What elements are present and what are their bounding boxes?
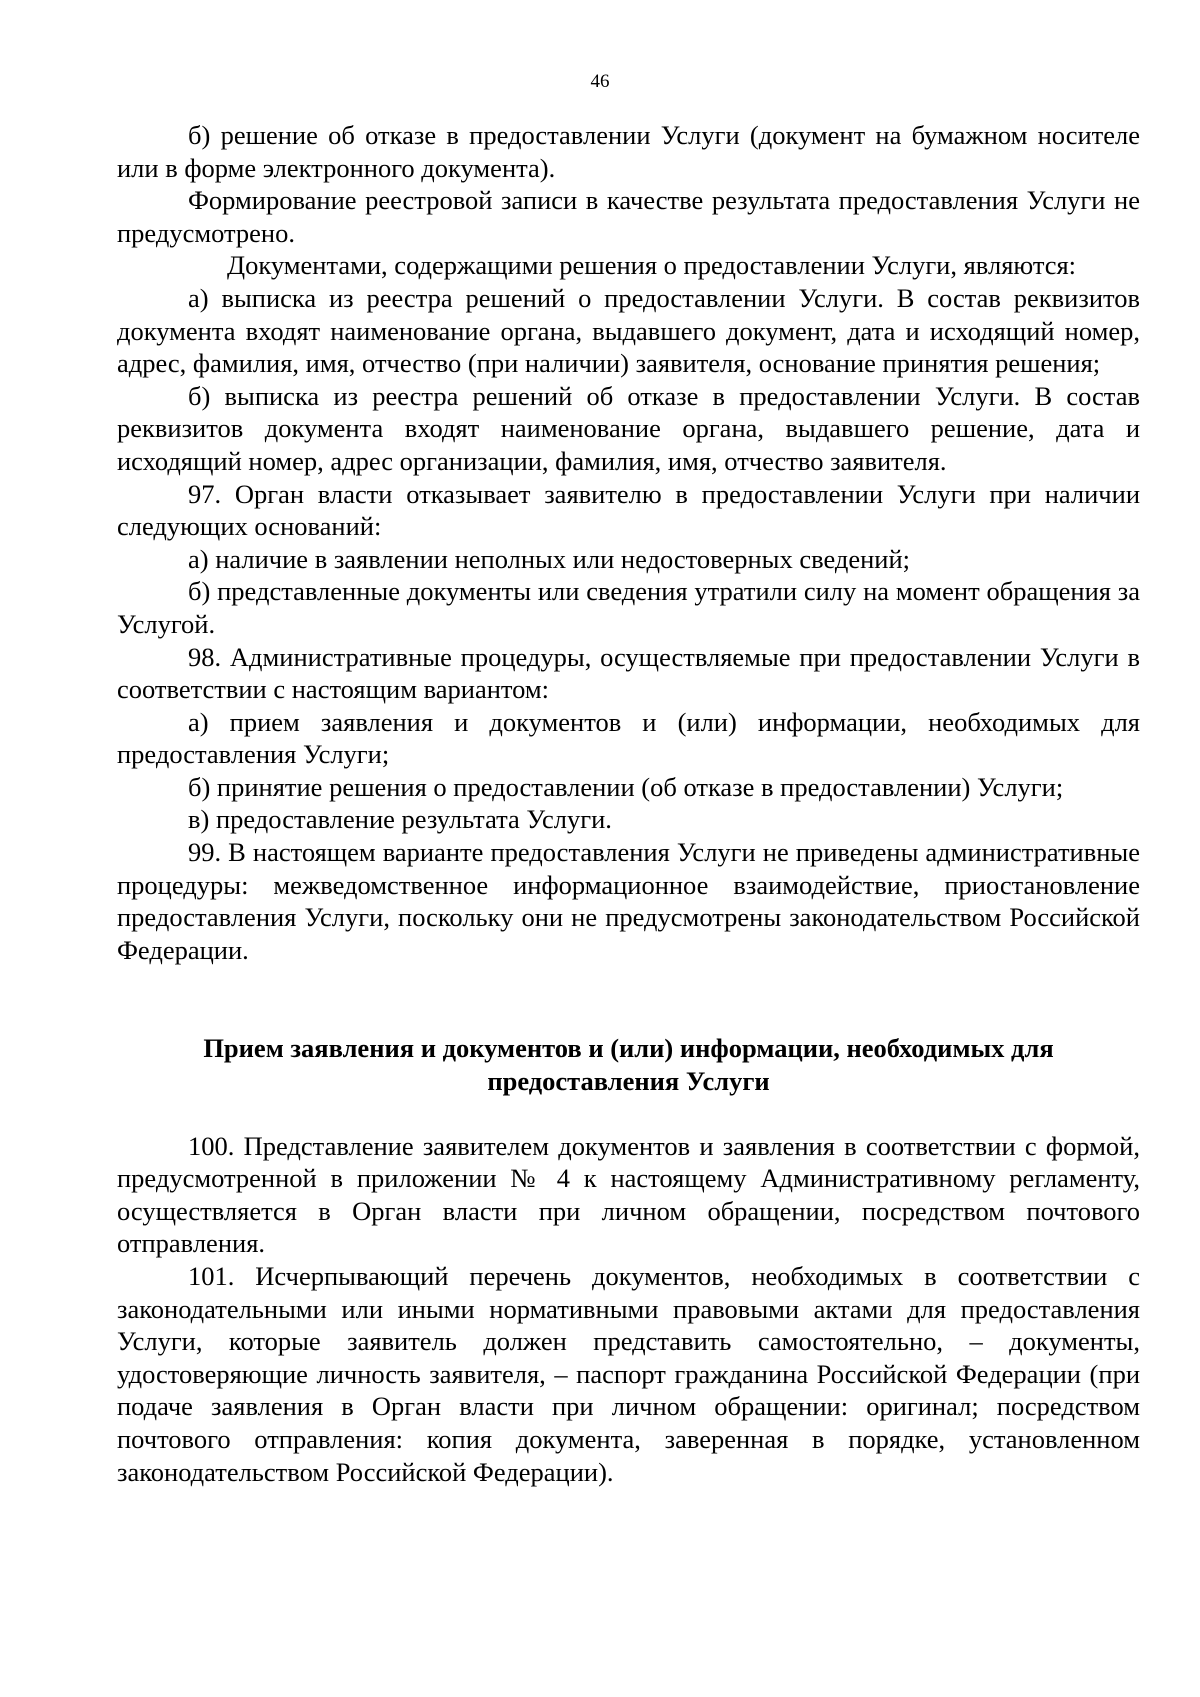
paragraph-98-c: в) предоставление результата Услуги.	[188, 804, 612, 835]
paragraph-documents-intro: Документами, содержащими решения о предоставлении Услуги, являются:	[227, 250, 1077, 281]
paragraph-98-b: б) принятие решения о предоставлении (об отказе в предоставлении) Услуги;	[188, 771, 1064, 802]
paragraph-101: 101. Исчерпывающий перечень документов, необходимых в соответствии с законодательными или иными нормативными правовыми актами для предоставления Услуги, которые заявитель должен представить самостоятельно, – документы, удостоверяющие личность заявителя, – паспорт гражданина Российской Федерации (при подаче заявления в Орган власти при личном обращении: оригинал; посредством почтового отправления: копия документа, заверенная в порядке, установленном законодательством Российской Федерации).	[117, 1261, 1140, 1487]
heading-spacer	[117, 1098, 1140, 1130]
section-heading: Прием заявления и документов и (или) информации, необходимых для предоставления Услуги	[203, 1033, 1054, 1097]
paragraph-98-a: а) прием заявления и документов и (или) информации, необходимых для предоставления Услуги;	[117, 706, 1140, 770]
paragraph-100: 100. Представление заявителем документов и заявления в соответствии с формой, предусмотренной в приложении № 4 к настоящему Административному регламенту, осуществляется в Орган власти при личном обращении, посредством почтового отправления.	[117, 1130, 1140, 1259]
document-body	[117, 119, 1140, 1488]
paragraph-97: 97. Орган власти отказывает заявителю в предоставлении Услуги при наличии следующих оснований:	[117, 478, 1140, 542]
paragraph-extract-refusal: б) выписка из реестра решений об отказе в предоставлении Услуги. В состав реквизитов документа входят наименование органа, выдавшего решение, дата и исходящий номер, адрес организации, фамилия, имя, отчество заявителя.	[117, 380, 1140, 476]
page-number: 46	[590, 71, 610, 92]
paragraph-result-refusal: б) решение об отказе в предоставлении Услуги (документ на бумажном носителе или в форме электронного документа).	[117, 120, 1140, 183]
paragraph-98: 98. Административные процедуры, осуществляемые при предоставлении Услуги в соответствии с настоящим вариантом:	[117, 641, 1140, 705]
paragraph-registry-record: Формирование реестровой записи в качестве результата предоставления Услуги не предусмотрено.	[117, 185, 1140, 248]
paragraph-99: 99. В настоящем варианте предоставления Услуги не приведены административные процедуры: межведомственное информационное взаимодействие, приостановление предоставления Услуги, поскольку они не предусмотрены законодательством Российской Федерации.	[117, 837, 1140, 965]
paragraph-97-a: а) наличие в заявлении неполных или недостоверных сведений;	[188, 543, 911, 574]
paragraph-extract-approval: а) выписка из реестра решений о предоставлении Услуги. В состав реквизитов документа входят наименование органа, выдавшего документ, дата и исходящий номер, адрес, фамилия, имя, отчество (при наличии) заявителя, основание принятия решения;	[117, 282, 1140, 379]
paragraph-97-b: б) представленные документы или сведения утратили силу на момент обращения за Услугой.	[117, 576, 1140, 639]
